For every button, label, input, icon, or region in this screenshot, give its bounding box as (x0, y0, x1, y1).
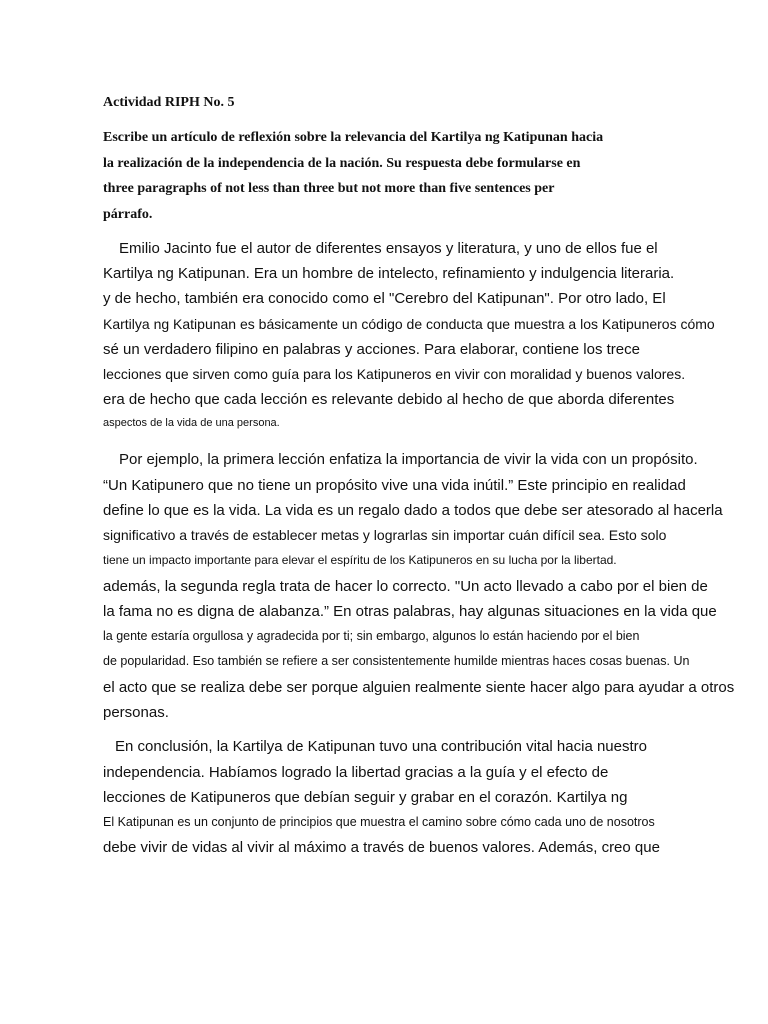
paragraph-line: personas. (103, 704, 169, 721)
paragraph-line: “Un Katipunero que no tiene un propósito vive una vida inútil.” Este principio en realidad (103, 477, 686, 494)
paragraph-line: debe vivir de vidas al vivir al máximo a través de buenos valores. Además, creo que (103, 839, 660, 856)
paragraph-line: lecciones de Katipuneros que debían seguir y grabar en el corazón. Kartilya ng (103, 789, 628, 806)
paragraph-line: Kartilya ng Katipunan es básicamente un código de conducta que muestra a los Katipuneros cómo (103, 316, 715, 332)
paragraph-line: era de hecho que cada lección es relevante debido al hecho de que aborda diferentes (103, 391, 675, 408)
paragraph-line: sé un verdadero filipino en palabras y acciones. Para elaborar, contiene los trece (103, 341, 640, 358)
paragraph-line: lecciones que sirven como guía para los Katipuneros en vivir con moralidad y buenos valores. (103, 366, 686, 382)
paragraph-line: significativo a través de establecer metas y lograrlas sin importar cuán difícil sea. Esto solo (103, 527, 667, 543)
paragraph-line: Emilio Jacinto fue el autor de diferentes ensayos y literatura, y uno de ellos fue el (119, 240, 658, 257)
paragraph-line: Por ejemplo, la primera lección enfatiza la importancia de vivir la vida con un propósito. (119, 451, 698, 468)
paragraph-line: El Katipunan es un conjunto de principios que muestra el camino sobre cómo cada uno de nosotros (103, 815, 655, 829)
paragraph-line: independencia. Habíamos logrado la libertad gracias a la guía y el efecto de (103, 764, 609, 781)
paragraph-line: la fama no es digna de alabanza.” En otras palabras, hay algunas situaciones en la vida que (103, 603, 717, 620)
prompt-line: la realización de la independencia de la nación. Su respuesta debe formularse en (103, 156, 581, 171)
paragraph-line: y de hecho, también era conocido como el "Cerebro del Katipunan". Por otro lado, El (103, 290, 666, 307)
paragraph-line: el acto que se realiza debe ser porque alguien realmente siente hacer algo para ayudar a otros (103, 679, 735, 696)
paragraph-line: además, la segunda regla trata de hacer lo correcto. "Un acto llevado a cabo por el bien de (103, 578, 708, 595)
paragraph-line: define lo que es la vida. La vida es un regalo dado a todos que debe ser atesorado al hacerla (103, 502, 723, 519)
paragraph-line: la gente estaría orgullosa y agradecida por ti; sin embargo, algunos lo están haciendo por el bien (103, 629, 640, 643)
paragraph-line: aspectos de la vida de una persona. (103, 417, 280, 429)
document-title: Actividad RIPH No. 5 (103, 95, 235, 110)
paragraph-line: de popularidad. Eso también se refiere a ser consistentemente humilde mientras haces cosas buenas. Un (103, 654, 690, 668)
paragraph-line: Kartilya ng Katipunan. Era un hombre de intelecto, refinamiento y indulgencia literaria. (103, 265, 675, 282)
prompt-line: párrafo. (103, 207, 153, 222)
paragraph-line: tiene un impacto importante para elevar el espíritu de los Katipuneros en su lucha por la libertad. (103, 553, 617, 567)
prompt-line: three paragraphs of not less than three but not more than five sentences per (103, 181, 555, 196)
paragraph-line: En conclusión, la Kartilya de Katipunan tuvo una contribución vital hacia nuestro (115, 738, 647, 755)
prompt-line: Escribe un artículo de reflexión sobre la relevancia del Kartilya ng Katipunan hacia (103, 130, 604, 145)
